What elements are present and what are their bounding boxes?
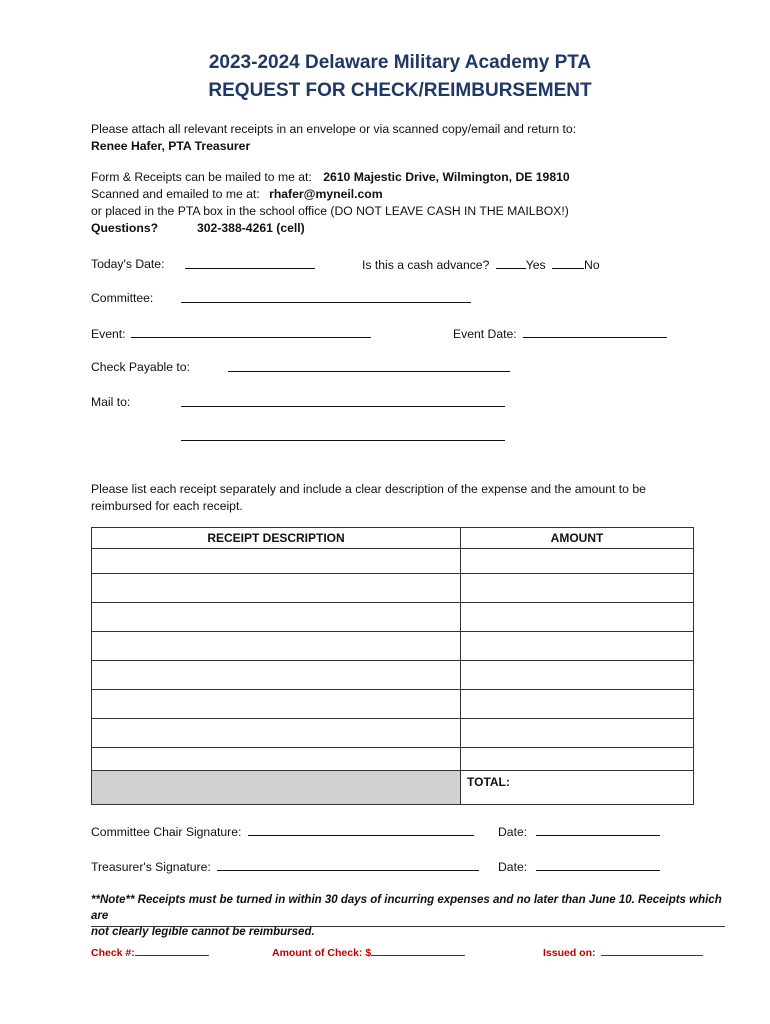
email-label: Scanned and emailed to me at: xyxy=(91,187,260,201)
event-date-field[interactable] xyxy=(523,326,667,338)
chair-signature-field[interactable] xyxy=(248,824,474,836)
cash-advance-no-field[interactable] xyxy=(552,257,584,269)
check-amount-line xyxy=(272,945,465,959)
table-row xyxy=(92,748,694,771)
treasurer-date-field[interactable] xyxy=(536,859,660,871)
description-cell[interactable] xyxy=(92,719,461,748)
table-row xyxy=(92,574,694,603)
amount-cell[interactable] xyxy=(461,549,694,574)
questions-label: Questions? xyxy=(91,221,159,235)
mail-line xyxy=(91,170,570,185)
description-cell[interactable] xyxy=(92,661,461,690)
form-title: 2023-2024 Delaware Military Academy PTA xyxy=(208,52,592,73)
total-label: TOTAL: xyxy=(467,775,510,789)
event-field[interactable] xyxy=(131,326,371,338)
questions-line xyxy=(91,221,305,236)
table-row xyxy=(92,661,694,690)
mail-to-field-2[interactable] xyxy=(181,429,505,445)
chair-signature-line xyxy=(91,824,474,840)
mail-to-label: Mail to: xyxy=(91,395,131,409)
amount-cell[interactable] xyxy=(461,603,694,632)
description-cell[interactable] xyxy=(92,690,461,719)
amount-cell[interactable] xyxy=(461,574,694,603)
chair-date-field[interactable] xyxy=(536,824,660,836)
payable-to-field[interactable] xyxy=(228,360,510,376)
payable-to-label: Check Payable to: xyxy=(91,360,190,374)
treasurer-name: Renee Hafer, PTA Treasurer xyxy=(91,139,251,153)
amount-cell[interactable] xyxy=(461,719,694,748)
chair-date-label: Date: xyxy=(498,825,528,839)
event-label: Event: xyxy=(91,327,126,341)
amount-cell[interactable] xyxy=(461,748,694,771)
table-row xyxy=(92,603,694,632)
mail-address: 2610 Majestic Drive, Wilmington, DE 19810 xyxy=(323,170,570,184)
amount-cell[interactable] xyxy=(461,632,694,661)
treasurer-date-label: Date: xyxy=(498,860,528,874)
description-cell[interactable] xyxy=(92,748,461,771)
table-row xyxy=(92,549,694,574)
total-cell[interactable] xyxy=(461,771,694,805)
treasurer-signature-line xyxy=(91,859,479,875)
table-row xyxy=(92,719,694,748)
receipts-table xyxy=(91,527,694,805)
mail-to-field-1[interactable] xyxy=(181,395,505,411)
total-gray-cell xyxy=(92,771,461,805)
note-line2: not clearly legible cannot be reimbursed. xyxy=(91,926,315,938)
email-line xyxy=(91,187,383,202)
event-date-line xyxy=(453,326,667,342)
intro-text: Please attach all relevant receipts in an envelope or via scanned copy/email and return to: xyxy=(91,122,577,136)
note-line1: **Note** Receipts must be turned in within 30 days of incurring expenses and no later than June 10. Receipts which are xyxy=(91,894,722,922)
phone-number: 302-388-4261 (cell) xyxy=(197,221,305,235)
issued-on-label: Issued on: xyxy=(543,947,596,959)
email-address: rhafer@myneil.com xyxy=(269,187,383,201)
total-row xyxy=(92,771,694,805)
treasurer-signature-field[interactable] xyxy=(217,859,479,871)
todays-date-field[interactable] xyxy=(185,257,315,273)
no-label: No xyxy=(584,258,600,272)
table-header xyxy=(92,528,694,549)
chair-date-line xyxy=(498,824,660,840)
committee-label: Committee: xyxy=(91,291,154,305)
check-amount-field[interactable] xyxy=(371,945,465,956)
yes-label: Yes xyxy=(525,258,546,272)
description-cell[interactable] xyxy=(92,549,461,574)
issued-on-field[interactable] xyxy=(601,945,703,956)
note-text xyxy=(91,892,731,940)
mail-label: Form & Receipts can be mailed to me at: xyxy=(91,170,312,184)
divider xyxy=(91,926,725,927)
issued-on-line xyxy=(543,945,703,959)
table-row xyxy=(92,632,694,661)
chair-signature-label: Committee Chair Signature: xyxy=(91,825,242,839)
cash-advance-line xyxy=(362,257,600,273)
check-number-label: Check #: xyxy=(91,947,135,959)
description-header: RECEIPT DESCRIPTION xyxy=(92,528,461,549)
form-subtitle: REQUEST FOR CHECK/REIMBURSEMENT xyxy=(208,80,592,101)
check-number-line xyxy=(91,945,209,959)
check-amount-label: Amount of Check: $ xyxy=(272,947,372,959)
cash-advance-yes-field[interactable] xyxy=(496,257,526,269)
description-cell[interactable] xyxy=(92,603,461,632)
instructions-line1: Please list each receipt separately and include a clear description of the expense and the amount to be xyxy=(91,482,646,496)
description-cell[interactable] xyxy=(92,574,461,603)
pta-box-text: or placed in the PTA box in the school office (DO NOT LEAVE CASH IN THE MAILBOX!) xyxy=(91,204,569,218)
check-number-field[interactable] xyxy=(135,945,209,956)
treasurer-signature-label: Treasurer's Signature: xyxy=(91,860,211,874)
committee-field[interactable] xyxy=(181,291,471,307)
amount-header: AMOUNT xyxy=(461,528,694,549)
event-line xyxy=(91,326,371,342)
amount-cell[interactable] xyxy=(461,661,694,690)
cash-advance-label: Is this a cash advance? xyxy=(362,258,490,272)
event-date-label: Event Date: xyxy=(453,327,517,341)
todays-date-label: Today's Date: xyxy=(91,257,165,271)
instructions-line2: reimbursed for each receipt. xyxy=(91,499,243,513)
treasurer-date-line xyxy=(498,859,660,875)
amount-cell[interactable] xyxy=(461,690,694,719)
table-row xyxy=(92,690,694,719)
description-cell[interactable] xyxy=(92,632,461,661)
